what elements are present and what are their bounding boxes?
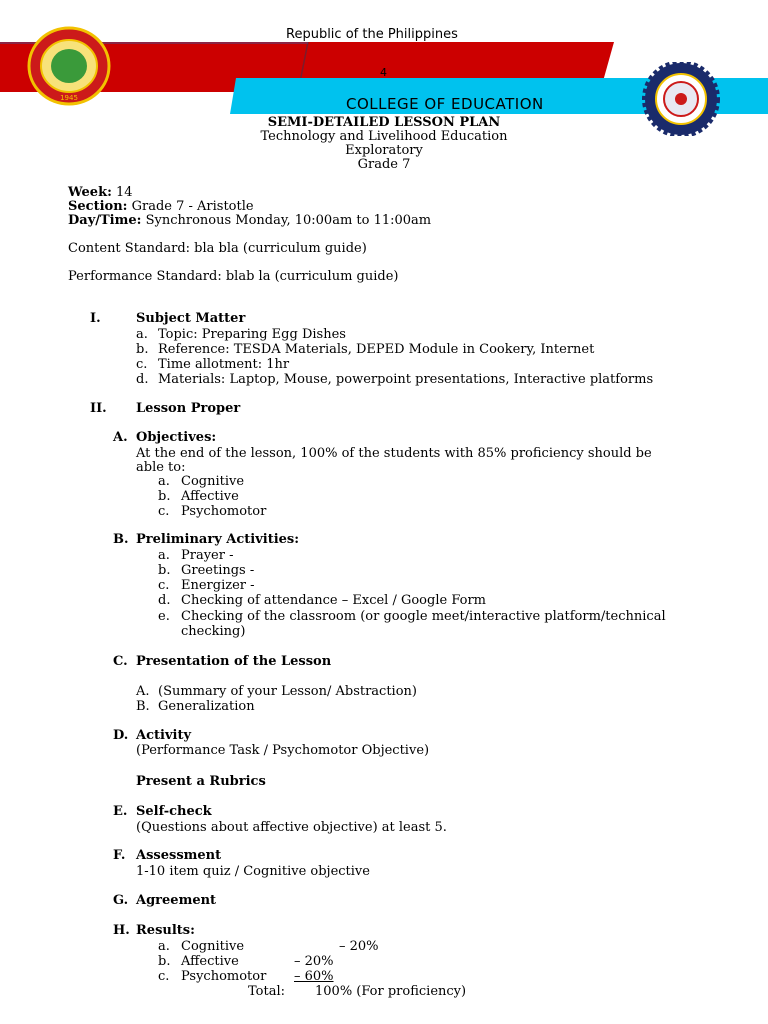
daytime-line <box>68 213 431 228</box>
list-item-marker: c. <box>158 969 170 984</box>
list-item-text: Psychomotor <box>181 504 267 519</box>
institute-seal-logo <box>26 26 112 106</box>
section-d-heading: Activity <box>136 728 191 743</box>
page-number: 4 <box>380 66 387 79</box>
list-item-text: Energizer - <box>181 578 255 593</box>
list-item-marker: e. <box>158 609 170 624</box>
daytime-label: Day/Time: <box>68 213 142 228</box>
list-item: d. <box>136 372 149 387</box>
week-label: Week: <box>68 185 112 200</box>
result-value-underlined: – 60% <box>294 969 334 984</box>
section-c-heading: Presentation of the Lesson <box>136 654 332 669</box>
section-f-heading: Assessment <box>136 848 222 863</box>
list-item-marker: a. <box>158 939 170 954</box>
list-item-marker: d. <box>158 593 171 608</box>
list-item: a. <box>136 327 148 342</box>
list-item-text: Topic: Preparing Egg Dishes <box>158 327 346 342</box>
result-value: – 20% <box>294 954 334 969</box>
section-f-marker: F. <box>113 848 126 863</box>
list-item-marker: a. <box>158 474 170 489</box>
logo-year: 1945 <box>60 94 78 102</box>
objectives-intro: At the end of the lesson, 100% of the students with 85% proficiency should be <box>136 446 652 461</box>
section-value: Grade 7 - Aristotle <box>131 199 254 214</box>
list-item-text: Reference: TESDA Materials, DEPED Module in Cookery, Internet <box>158 342 595 357</box>
list-item-text: Time allotment: 1hr <box>158 357 290 372</box>
list-item-marker: c. <box>158 504 170 519</box>
section-label: Section: <box>68 199 128 214</box>
republic-heading: Republic of the Philippines <box>286 27 458 42</box>
college-name: COLLEGE OF EDUCATION <box>346 95 544 109</box>
list-item-marker: b. <box>158 563 171 578</box>
section-b-heading: Preliminary Activities: <box>136 532 300 547</box>
section-e-marker: E. <box>113 804 128 819</box>
list-item-text-cont: checking) <box>181 624 246 639</box>
assessment-text: 1-10 item quiz / Cognitive objective <box>136 864 370 879</box>
selfcheck-text: (Questions about affective objective) at least 5. <box>136 820 447 835</box>
objectives-intro-cont: able to: <box>136 460 186 475</box>
section-g-marker: G. <box>113 893 129 908</box>
section-h-heading: Results: <box>136 923 195 938</box>
section-a-marker: A. <box>113 430 128 445</box>
week-value: 14 <box>116 185 133 200</box>
list-item-text: Greetings - <box>181 563 255 578</box>
part2-numeral: II. <box>90 401 107 416</box>
list-item-marker: A. <box>136 684 150 699</box>
section-line <box>68 199 254 214</box>
section-a-heading: Objectives: <box>136 430 217 445</box>
list-item-text: Cognitive <box>181 939 245 954</box>
daytime-value: Synchronous Monday, 10:00am to 11:00am <box>145 213 432 228</box>
part1-numeral: I. <box>90 311 101 326</box>
total-value: 100% (For proficiency) <box>315 984 467 999</box>
list-item-marker: a. <box>158 548 170 563</box>
subject-name: Technology and Livelihood Education <box>260 129 508 144</box>
section-b-marker: B. <box>113 532 129 547</box>
course-type: Exploratory <box>345 143 423 158</box>
list-item-marker: c. <box>158 578 170 593</box>
list-item-text: Generalization <box>158 699 255 714</box>
activity-text: (Performance Task / Psychomotor Objective) <box>136 743 430 758</box>
list-item-text: Prayer - <box>181 548 234 563</box>
part2-heading: Lesson Proper <box>136 401 241 416</box>
list-item-marker: B. <box>136 699 150 714</box>
section-d-marker: D. <box>113 728 129 743</box>
part1-heading: Subject Matter <box>136 311 246 326</box>
rubrics-note: Present a Rubrics <box>136 774 266 789</box>
performance-standard: Performance Standard: blab la (curriculum guide) <box>68 269 399 284</box>
document-title: SEMI-DETAILED LESSON PLAN <box>267 115 501 130</box>
total-label: Total: <box>248 984 286 999</box>
section-h-marker: H. <box>113 923 130 938</box>
list-item-text: Psychomotor <box>181 969 267 984</box>
list-item: c. <box>136 357 148 372</box>
result-value: – 20% <box>339 939 379 954</box>
content-standard: Content Standard: bla bla (curriculum guide) <box>68 241 367 256</box>
list-item-text: Materials: Laptop, Mouse, powerpoint presentations, Interactive platforms <box>158 372 654 387</box>
list-item: b. <box>136 342 149 357</box>
list-item-text: Affective <box>181 954 239 969</box>
list-item-text: Cognitive <box>181 474 245 489</box>
grade-level: Grade 7 <box>357 157 411 172</box>
week-line <box>68 185 133 200</box>
list-item-text: Checking of the classroom (or google meet/interactive platform/technical <box>181 609 666 624</box>
list-item-marker: b. <box>158 954 171 969</box>
list-item-text: (Summary of your Lesson/ Abstraction) <box>158 684 417 699</box>
list-item-text: Affective <box>181 489 239 504</box>
section-e-heading: Self-check <box>136 804 212 819</box>
list-item-text: Checking of attendance – Excel / Google Form <box>181 593 486 608</box>
section-c-marker: C. <box>113 654 128 669</box>
section-g-heading: Agreement <box>136 893 217 908</box>
list-item-marker: b. <box>158 489 171 504</box>
